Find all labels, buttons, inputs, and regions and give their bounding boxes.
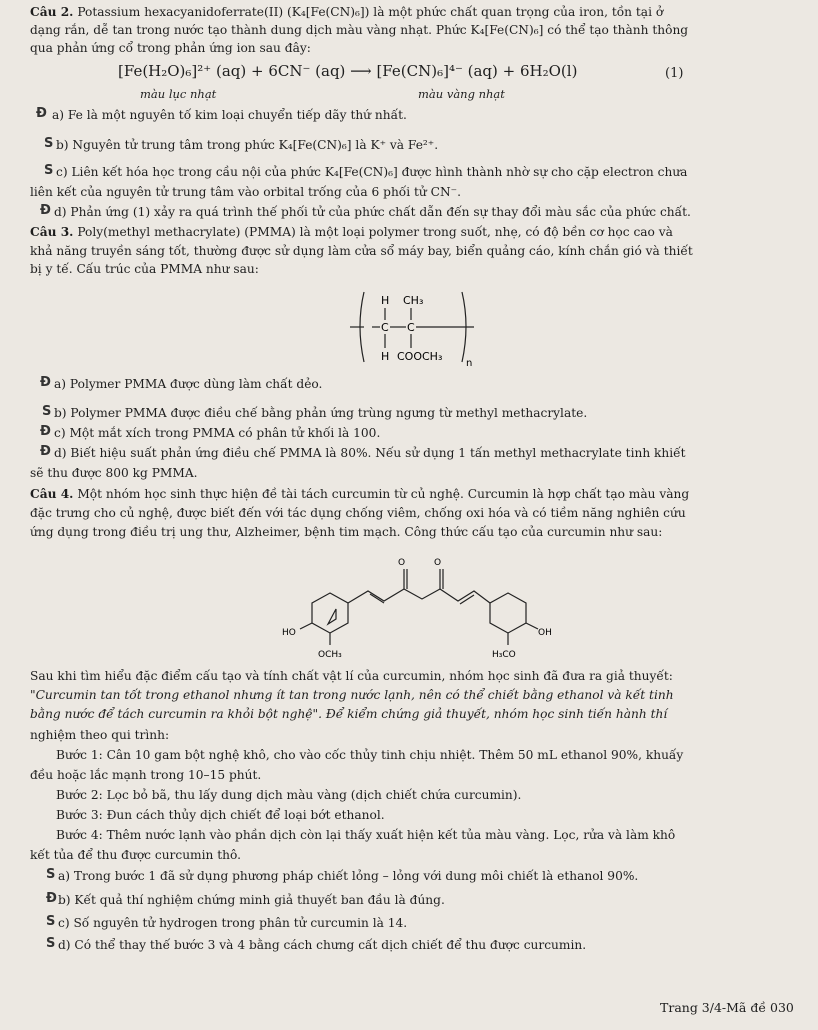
q4-item-d: d) Có thể thay thế bước 3 và 4 bằng cách chưng cất dịch chiết để thu được curcumin. bbox=[58, 938, 587, 952]
page-footer: Trang 3/4-Mã đề 030 bbox=[660, 1000, 794, 1015]
pmma-h-bottom: H bbox=[381, 350, 390, 363]
q4-step-2: Bước 2: Lọc bỏ bã, thu lấy dung dịch màu vàng (dịch chiết chứa curcumin). bbox=[56, 788, 522, 802]
q2-equation-number: (1) bbox=[665, 66, 684, 81]
q2-equation: [Fe(H₂O)₆]²⁺ (aq) + 6CN⁻ (aq) ⟶ [Fe(CN)₆]⁴⁻ (aq) + 6H₂O(l) bbox=[118, 62, 578, 80]
q3-mark-a: Đ bbox=[40, 375, 51, 390]
q4-line-1 bbox=[30, 486, 689, 502]
q3-item-c: c) Một mắt xích trong PMMA có phân tử khối là 100. bbox=[54, 426, 381, 440]
q4-step-1-cont: đều hoặc lắc mạnh trong 10–15 phút. bbox=[30, 768, 262, 782]
q3-intro-2: khả năng truyền sáng tốt, thường được sử dụng làm cửa sổ máy bay, biển quảng cáo, kính chắn gió và thiết bbox=[30, 244, 693, 258]
q4-step-4-cont: kết tủa để thu được curcumin thô. bbox=[30, 848, 241, 862]
q4-para-4: nghiệm theo qui trình: bbox=[30, 728, 170, 742]
curcumin-o-left: O bbox=[398, 558, 406, 568]
curcumin-structure bbox=[280, 545, 570, 665]
curcumin-och3: OCH₃ bbox=[318, 650, 342, 660]
pmma-c2: C bbox=[407, 321, 415, 334]
q3-item-d-cont: sẽ thu được 800 kg PMMA. bbox=[30, 466, 198, 480]
q4-mark-d: S bbox=[46, 936, 56, 951]
q4-title: Câu 4. bbox=[30, 487, 74, 501]
pmma-structure bbox=[350, 284, 480, 374]
q2-title: Câu 2. bbox=[30, 5, 74, 19]
q4-para-1: Sau khi tìm hiểu đặc điểm cấu tạo và tính chất vật lí của curcumin, nhóm học sinh đã đưa ra giả thuyết: bbox=[30, 669, 673, 683]
q2-intro-2: dạng rắn, dễ tan trong nước tạo thành dung dịch màu vàng nhạt. Phức K₄[Fe(CN)₆] có thể tạo thành thông bbox=[30, 23, 689, 37]
q4-item-b: b) Kết quả thí nghiệm chứng minh giả thuyết ban đầu là đúng. bbox=[58, 893, 445, 907]
q4-mark-a: S bbox=[46, 867, 56, 882]
q3-title: Câu 3. bbox=[30, 225, 74, 239]
q2-item-c-cont: liên kết của nguyên tử trung tâm vào orbital trống của 6 phối tử CN⁻. bbox=[30, 185, 461, 199]
q4-intro-2: đặc trưng cho củ nghệ, được biết đến với tác dụng chống viêm, chống oxi hóa và có tiềm năng nghiên cứu bbox=[30, 506, 686, 520]
q2-mark-a: Đ bbox=[36, 106, 47, 121]
q2-item-c: c) Liên kết hóa học trong cầu nội của phức K₄[Fe(CN)₆] được hình thành nhờ sự cho cặp electron chưa bbox=[56, 165, 688, 179]
q4-mark-b: Đ bbox=[46, 891, 57, 906]
pmma-c1: C bbox=[381, 321, 389, 334]
q2-mark-b: S bbox=[44, 136, 54, 151]
q2-line-1 bbox=[30, 4, 663, 20]
pmma-h-top: H bbox=[381, 294, 390, 307]
q2-mark-d: Đ bbox=[40, 203, 51, 218]
q2-label-left: màu lục nhạt bbox=[140, 87, 217, 101]
q4-intro-1: Một nhóm học sinh thực hiện đề tài tách curcumin từ củ nghệ. Curcumin là hợp chất tạo màu vàng bbox=[77, 487, 690, 501]
q2-item-d: d) Phản ứng (1) xảy ra quá trình thế phối tử của phức chất dẫn đến sự thay đổi màu sắc của phức chất. bbox=[54, 205, 691, 219]
q4-item-c: c) Số nguyên tử hydrogen trong phân tử curcumin là 14. bbox=[58, 916, 408, 930]
q4-mark-c: S bbox=[46, 914, 56, 929]
q3-line-1 bbox=[30, 224, 673, 240]
curcumin-oh: OH bbox=[538, 628, 552, 638]
q4-intro-3: ứng dụng trong điều trị ung thư, Alzheimer, bệnh tim mạch. Công thức cấu tạo của curcumin như sau: bbox=[30, 525, 663, 539]
q3-item-d: d) Biết hiệu suất phản ứng điều chế PMMA là 80%. Nếu sử dụng 1 tấn methyl methacrylate tinh khiết bbox=[54, 446, 686, 460]
q2-mark-c: S bbox=[44, 163, 54, 178]
curcumin-o-right: O bbox=[434, 558, 442, 568]
q4-step-4: Bước 4: Thêm nước lạnh vào phần dịch còn lại thấy xuất hiện kết tủa màu vàng. Lọc, rửa và làm khô bbox=[56, 828, 676, 842]
q3-intro-3: bị y tế. Cấu trúc của PMMA như sau: bbox=[30, 262, 259, 276]
q3-mark-d: Đ bbox=[40, 444, 51, 459]
curcumin-h3co: H₃CO bbox=[492, 650, 516, 660]
q3-item-a: a) Polymer PMMA được dùng làm chất dẻo. bbox=[54, 377, 323, 391]
q2-label-right: màu vàng nhạt bbox=[418, 87, 505, 101]
q4-para-2: "Curcumin tan tốt trong ethanol nhưng ít tan trong nước lạnh, nên có thể chiết bằng ethanol và kết tinh bbox=[30, 688, 674, 702]
q4-step-3: Bước 3: Đun cách thủy dịch chiết để loại bớt ethanol. bbox=[56, 808, 385, 822]
q2-item-a: a) Fe là một nguyên tố kim loại chuyển tiếp dãy thứ nhất. bbox=[52, 108, 407, 122]
q2-item-b: b) Nguyên tử trung tâm trong phức K₄[Fe(CN)₆] là K⁺ và Fe²⁺. bbox=[56, 138, 439, 152]
q4-item-a: a) Trong bước 1 đã sử dụng phương pháp chiết lỏng – lỏng với dung môi chiết là ethanol 90%. bbox=[58, 869, 639, 883]
q4-step-1: Bước 1: Cân 10 gam bột nghệ khô, cho vào cốc thủy tinh chịu nhiệt. Thêm 50 mL ethanol 90%, khuấy bbox=[56, 748, 684, 762]
q4-para-3: bằng nước để tách curcumin ra khỏi bột nghệ". Để kiểm chứng giả thuyết, nhóm học sinh tiến hành thí bbox=[30, 707, 668, 721]
q3-item-b: b) Polymer PMMA được điều chế bằng phản ứng trùng ngưng từ methyl methacrylate. bbox=[54, 406, 588, 420]
pmma-ch3: CH₃ bbox=[403, 294, 424, 307]
q3-mark-c: Đ bbox=[40, 424, 51, 439]
pmma-cooch3: COOCH₃ bbox=[397, 350, 443, 363]
q3-intro-1: Poly(methyl methacrylate) (PMMA) là một loại polymer trong suốt, nhẹ, có độ bền cơ học cao và bbox=[77, 225, 673, 239]
q2-intro-1: Potassium hexacyanidoferrate(II) (K₄[Fe(CN)₆]) là một phức chất quan trọng của iron, tồn tại ở bbox=[77, 5, 664, 19]
q2-intro-3: qua phản ứng cổ trong phản ứng ion sau đây: bbox=[30, 41, 311, 55]
q3-mark-b: S bbox=[42, 404, 52, 419]
pmma-n: n bbox=[466, 358, 473, 369]
curcumin-ho: HO bbox=[282, 628, 296, 638]
